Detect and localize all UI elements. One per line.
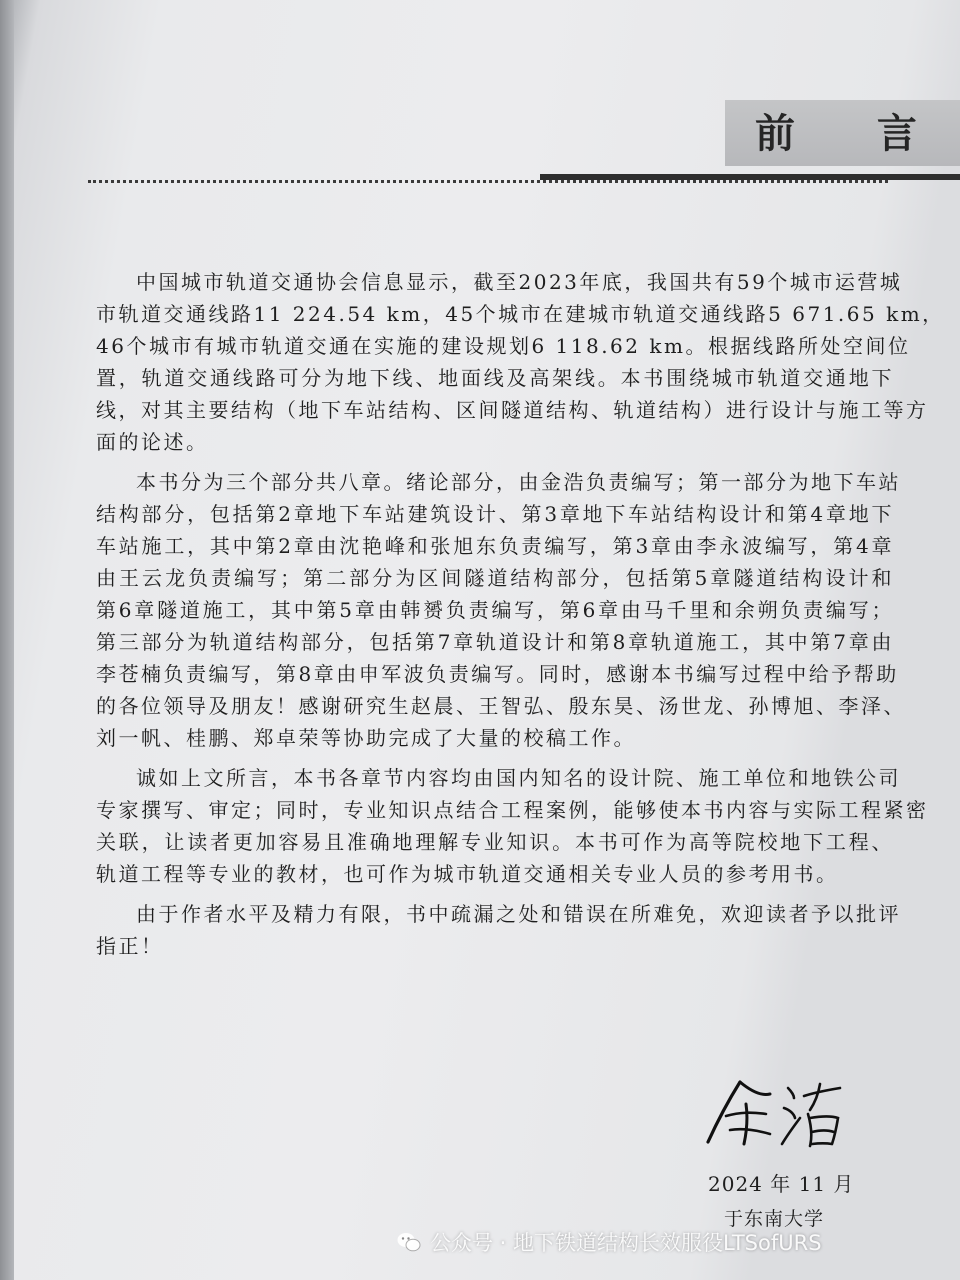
text-line: 诚如上文所言，本书各章节内容均由国内知名的设计院、施工单位和地铁公司	[136, 766, 901, 790]
watermark	[396, 1224, 822, 1260]
wechat-icon	[396, 1229, 422, 1255]
text-line: 线，对其主要结构（地下车站结构、区间隧道结构、轨道结构）进行设计与施工等方	[96, 398, 929, 422]
text-line: 由王云龙负责编写；第二部分为区间隧道结构部分，包括第5章隧道结构设计和	[96, 566, 894, 590]
signature-date: 2024 年 11 月	[708, 1172, 855, 1196]
body-text	[96, 266, 945, 970]
text-line: 由于作者水平及精力有限，书中疏漏之处和错误在所难免，欢迎读者予以批评	[136, 902, 901, 926]
paragraph-4	[96, 898, 901, 962]
text-line: 轨道工程等专业的教材，也可作为城市轨道交通相关专业人员的参考用书。	[96, 862, 839, 886]
text-line: 的各位领导及朋友！感谢研究生赵晨、王智弘、殷东昊、汤世龙、孙博旭、李泽、	[96, 694, 906, 718]
text-line: 指正！	[96, 934, 164, 958]
text-line: 关联，让读者更加容易且准确地理解专业知识。本书可作为高等院校地下工程、	[96, 830, 894, 854]
text-line: 李苍楠负责编写，第8章由申军波负责编写。同时，感谢本书编写过程中给予帮助	[96, 662, 899, 686]
text-line: 专家撰写、审定；同时，专业知识点结合工程案例，能够使本书内容与实际工程紧密	[96, 798, 929, 822]
header-rule-dotted	[88, 180, 888, 183]
text-line: 车站施工，其中第2章由沈艳峰和张旭东负责编写，第3章由李永波编写，第4章	[96, 534, 894, 558]
text-line: 面的论述。	[96, 430, 209, 454]
signature-place: 于东南大学	[724, 1208, 825, 1230]
text-line: 46个城市有城市轨道交通在实施的建设规划6 118.62 km。根据线路所处空间位	[96, 334, 911, 358]
handwritten-signature	[700, 1074, 850, 1154]
text-line: 中国城市轨道交通协会信息显示，截至2023年底，我国共有59个城市运营城	[136, 270, 903, 294]
text-line: 市轨道交通线路11 224.54 km，45个城市在建城市轨道交通线路5 671.65 km，	[96, 302, 945, 326]
text-line: 本书分为三个部分共八章。绪论部分，由金浩负责编写；第一部分为地下车站	[136, 470, 901, 494]
text-line: 置，轨道交通线路可分为地下线、地面线及高架线。本书围绕城市轨道交通地下	[96, 366, 894, 390]
watermark-text: 公众号 · 地下铁道结构长效服役LTSofURS	[430, 1231, 822, 1255]
paragraph-3	[96, 762, 929, 890]
text-line: 刘一帆、桂鹏、郑卓荣等协助完成了大量的校稿工作。	[96, 726, 636, 750]
page-edge-shadow	[0, 0, 14, 1280]
text-line: 第6章隧道施工，其中第5章由韩赟负责编写，第6章由马千里和余朔负责编写；	[96, 598, 894, 622]
text-line: 第三部分为轨道结构部分，包括第7章轨道设计和第8章轨道施工，其中第7章由	[96, 630, 894, 654]
paragraph-1	[96, 266, 945, 458]
page-title: 前 言	[755, 110, 951, 157]
text-line: 结构部分，包括第2章地下车站建筑设计、第3章地下车站结构设计和第4章地下	[96, 502, 894, 526]
paragraph-2	[96, 466, 906, 754]
